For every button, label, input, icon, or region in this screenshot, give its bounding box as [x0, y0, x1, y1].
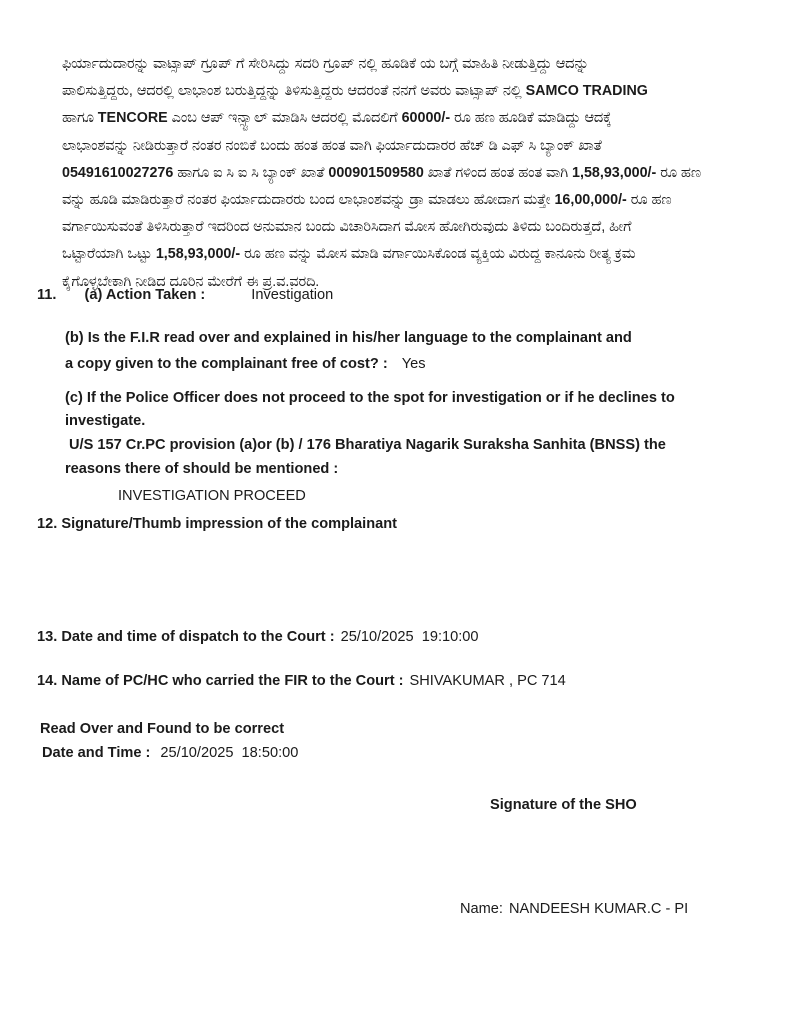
complaint-line: ಪಾಲಿಸುತ್ತಿದ್ದರು, ಆದರಲ್ಲಿ ಲಾಭಾಂಶ ಬರುತ್ತಿದ್ದನ್ನು ತಿಳಿಸುತ್ತಿದ್ದರು ಆದರಂತೆ ನನಗೆ ಅವರು ವಾಟ್ಸಾಪ್ ನಲ್ಲಿ SAMCO TRADING: [62, 83, 648, 100]
item-11a-row: [37, 287, 333, 303]
complaint-line: ಒಟ್ಟಾರೆಯಾಗಿ ಒಟ್ಟು 1,58,93,000/- ರೂ ಹಣ ವನ್ನು ಮೋಸ ಮಾಡಿ ವರ್ಗಾಯಿಸಿಕೊಂಡ ವ್ಯಕ್ತಿಯ ವಿರುದ್ದ ಕಾನೂನು ರೀತ್ಯ ಕ್ರಮ: [62, 246, 636, 263]
complaint-line: ವನ್ನು ಹೂಡಿ ಮಾಡಿರುತ್ತಾರೆ ನಂತರ ಫಿರ್ಯಾದುದಾರರು ಬಂದ ಲಾಭಾಂಶವನ್ನು ಡ್ರಾ ಮಾಡಲು ಹೋದಾಗ ಮತ್ತೇ 16,00,000/- ರೂ ಹಣ: [62, 192, 672, 209]
fir-read-over-value: Yes: [401, 356, 426, 372]
read-over-datetime-label: Date and Time :: [42, 745, 151, 761]
complaint-line: ಲಾಭಾಂಶವನ್ನು ನೀಡಿರುತ್ತಾರೆ ನಂತರ ನಂಬಿಕೆ ಬಂದು ಹಂತ ಹಂತ ವಾಗಿ ಫಿರ್ಯಾದುದಾರರ ಹೆಚ್ ಡಿ ಎಫ್ ಸಿ ಬ್ಯಾಂಕ್ ಖಾತೆ: [62, 137, 602, 154]
item-12-text: 12. Signature/Thumb impression of the complainant: [37, 516, 398, 532]
complaint-paragraph: [62, 51, 762, 296]
item-11c-line4: reasons there of should be mentioned :: [65, 461, 339, 477]
investigation-proceed-value: INVESTIGATION PROCEED: [118, 488, 306, 504]
item-13-row: [37, 629, 479, 645]
complaint-line: ವರ್ಗಾಯಿಸುವಂತೆ ತಿಳಿಸಿರುತ್ತಾರೆ ಇದರಿಂದ ಅನುಮಾನ ಬಂದು ವಿಚಾರಿಸಿದಾಗ ಮೋಸ ಹೋಗಿರುವುದು ತಿಳಿದು ಬಂದಿರುತ್ತದೆ, ಹೀಗೆ: [62, 219, 632, 236]
complaint-line: 05491610027276 ಹಾಗೂ ಐ ಸಿ ಐ ಸಿ ಬ್ಯಾಂಕ್ ಖಾತೆ 000901509580 ಖಾತೆ ಗಳಿಂದ ಹಂತ ಹಂತ ವಾಗಿ 1,58,93,000/- ರೂ ಹಣ: [62, 164, 701, 181]
action-taken-label: (a) Action Taken :: [84, 287, 206, 303]
officer-name-label: Name:: [460, 901, 503, 917]
action-taken-value: Investigation: [251, 287, 334, 303]
fir-carrier-value: SHIVAKUMAR , PC 714: [409, 673, 566, 689]
officer-name-value: NANDEESH KUMAR.C - PI: [508, 901, 689, 917]
item-11b-line2: a copy given to the complainant free of cost? :: [65, 356, 388, 372]
complaint-line: ಹಾಗೂ TENCORE ಎಂಬ ಆಪ್ ಇನ್ಸ್ಟಾಲ್ ಮಾಡಿಸಿ ಆದರಲ್ಲಿ ಮೊದಲಿಗೆ 60000/- ರೂ ಹಣ ಹೂಡಿಕೆ ಮಾಡಿದ್ದು ಆದಕ್ಕೆ: [62, 110, 612, 127]
item-11c-line3: U/S 157 Cr.PC provision (a)or (b) / 176 Bharatiya Nagarik Suraksha Sanhita (BNSS) the: [69, 437, 666, 453]
complaint-line: ಫಿರ್ಯಾದುದಾರನ್ನು ವಾಟ್ಸಾಪ್ ಗ್ರೂಪ್ ಗೆ ಸೇರಿಸಿದ್ದು ಸದರಿ ಗ್ರೂಪ್ ನಲ್ಲಿ ಹೂಡಿಕೆ ಯ ಬಗ್ಗೆ ಮಾಹಿತಿ ನೀಡುತ್ತಿದ್ದು ಆದನ್ನು: [62, 56, 589, 72]
item-11b-line1: (b) Is the F.I.R read over and explained in his/her language to the complainant and: [65, 330, 632, 346]
item-11b-line2-row: [65, 356, 426, 372]
item-11c-line2: investigate.: [65, 413, 146, 429]
read-over-datetime-value: 25/10/2025 18:50:00: [160, 745, 299, 761]
dispatch-court-value: 25/10/2025 19:10:00: [340, 629, 479, 645]
item-11-number: 11.: [37, 287, 57, 303]
sho-signature-label: Signature of the SHO: [490, 797, 637, 813]
officer-name-row: [460, 901, 688, 917]
item-11c-line1: (c) If the Police Officer does not proceed to the spot for investigation or if he declines to: [65, 390, 675, 406]
item-14-row: [37, 673, 566, 689]
complaint-line: ಕೈಗೊಳ್ಳಬೇಕಾಗಿ ನೀಡಿದ ದೂರಿನ ಮೇರೆಗೆ ಈ ಪ್ರ.ವ.ವರದಿ.: [62, 273, 320, 290]
dispatch-court-label: 13. Date and time of dispatch to the Court :: [37, 629, 335, 645]
read-over-text: Read Over and Found to be correct: [40, 721, 285, 737]
fir-carrier-label: 14. Name of PC/HC who carried the FIR to the Court :: [37, 673, 404, 689]
read-over-datetime-row: [42, 745, 298, 761]
